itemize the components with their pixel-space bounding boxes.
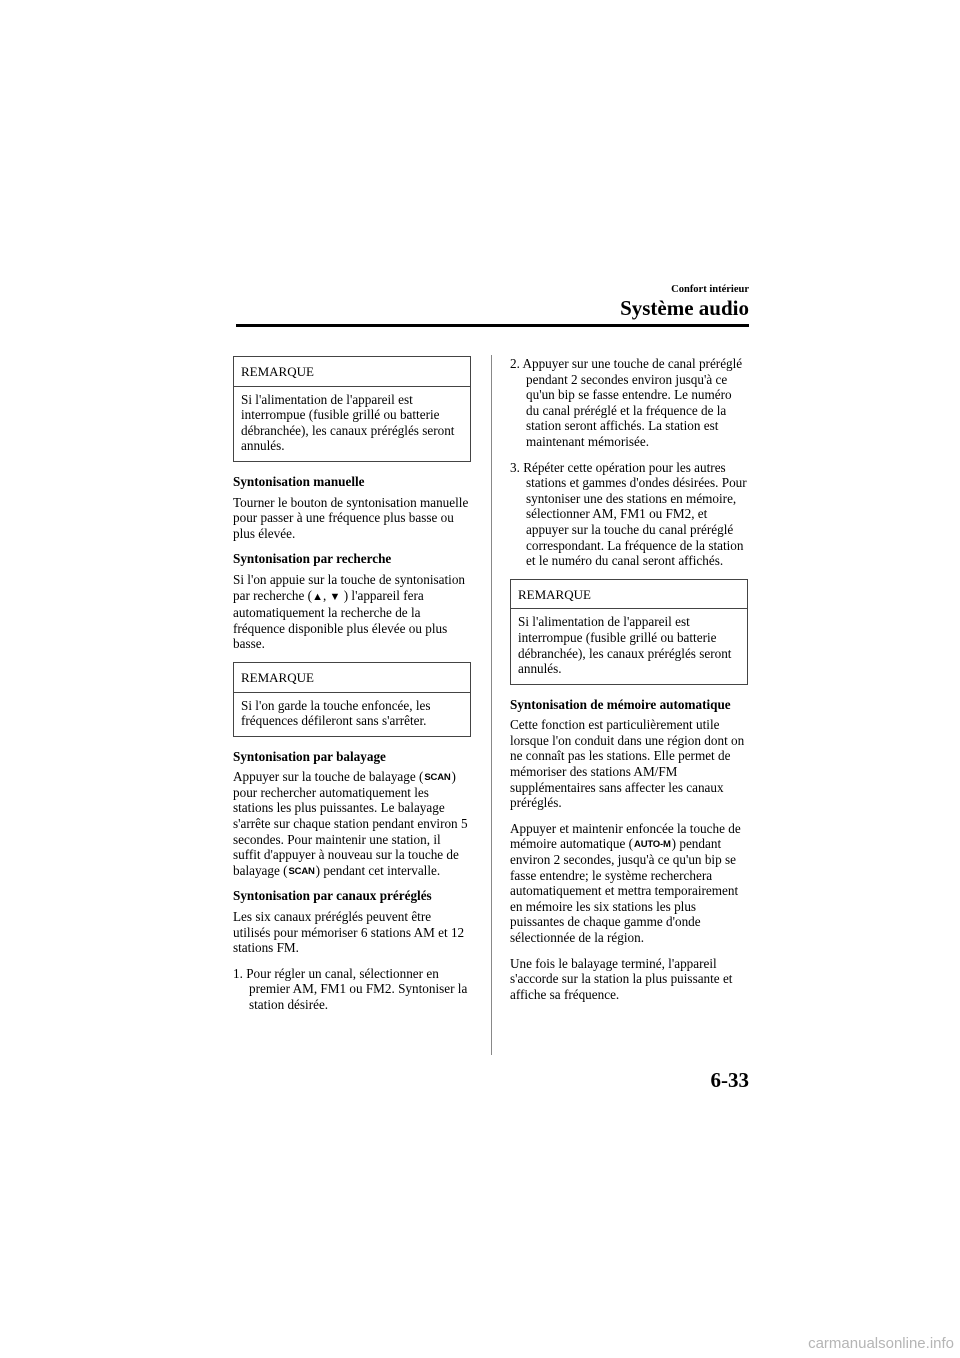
arrow-down-icon: ▼ [329,590,341,603]
paragraph-auto-memory-3: Une fois le balayage terminé, l'appareil s'accorde sur la station la plus puissante et affiche sa fréquence. [510,955,733,1002]
note-box [510,579,748,685]
paragraph-manual-tuning: Tourner le bouton de syntonisation manuelle pour passer à une fréquence plus basse ou plus élevée. [233,494,469,541]
paragraph-auto-memory-1: Cette fonction est particulièrement utile lorsque l'on conduit dans une région dont on ne connaît pas les stations. Elle permet de mémoriser des stations AM/FM supplémentaires sans affecter les canaux préréglés. [510,717,745,811]
paragraph-scan-tuning [233,769,471,878]
seek-text-2: ) l'appareil fera automatiquement la recherche de la fréquence disponible plus élevée ou plus basse. [233,587,448,652]
auto-m-button-icon: AUTO-M [634,839,671,851]
automem-text-a: Appuyer et maintenir enfoncée la touche de mémoire automatique ( [510,820,741,852]
scan-text-1: Appuyer sur la touche de balayage ( [233,769,424,785]
note-body: Si l'alimentation de l'appareil est interrompue (fusible grillé ou batterie débranchée), les canaux préréglés seront annulés. [518,614,732,677]
paragraph-auto-memory-2 [510,821,748,946]
right-column [510,356,748,1012]
column-divider [491,355,492,1055]
note-title: REMARQUE [511,580,747,610]
scan-text-2: ) pour rechercher automatiquement les stations les plus puissantes. Le balayage s'arrête sur chaque station pendant environ 5 secondes. Pour maintenir une station, il suffit d'appuyer à nouveau sur la touche de balayage ( [233,769,468,878]
list-item-step-2: 2. Appuyer sur une touche de canal préréglé pendant 2 secondes environ jusqu'à ce qu'un bip se fasse entendre. Le numéro du canal préréglé et la fréquence de la station seront affichés. La station est maintenant mémorisée. [510,356,743,449]
note-title: REMARQUE [234,663,470,693]
note-body: Si l'alimentation de l'appareil est interrompue (fusible grillé ou batterie débranchée), les canaux préréglés seront annulés. [241,391,455,454]
page-number: 6-33 [710,1068,749,1092]
seek-text-1: Si l'on appuie sur la touche de syntonisation par recherche ( [233,571,466,603]
note-title: REMARQUE [234,357,470,387]
note-box [233,662,471,737]
watermark: carmanualsonline.info [808,1335,954,1352]
seek-separator: , [322,587,330,603]
heading-preset-tuning: Syntonisation par canaux préréglés [233,888,432,904]
list-item-step-1: 1. Pour régler un canal, sélectionner en premier AM, FM1 ou FM2. Syntoniser la station désirée. [233,965,468,1012]
header-rule [236,324,749,327]
section-label: Confort intérieur [671,284,749,295]
page-title: Système audio [620,296,749,320]
scan-text-3: ) pendant cet intervalle. [315,862,441,878]
list-item-step-3: 3. Répéter cette opération pour les autres stations et gammes d'ondes désirées. Pour syntoniser une des stations en mémoire, sélectionner AM, FM1 ou FM2, et appuyer sur la touche du canal préréglé correspondant. La fréquence de la station et le numéro du canal seront affichés. [510,459,747,569]
scan-button-icon: SCAN [288,865,315,877]
automem-text-b: ) pendant environ 2 secondes, jusqu'à ce qu'un bip se fasse entendre; le système recherchera automatiquement et mettra temporairement en mémoire les six stations les plus puissantes de chaque gamme d'onde sélectionnée de la région. [510,836,739,945]
left-column [233,356,471,1023]
note-body: Si l'on garde la touche enfoncée, les fréquences défileront sans s'arrêter. [241,697,431,729]
heading-scan-tuning: Syntonisation par balayage [233,748,386,764]
heading-seek-tuning: Syntonisation par recherche [233,551,392,567]
arrow-up-icon: ▲ [312,590,323,603]
heading-manual-tuning: Syntonisation manuelle [233,473,365,489]
note-box [233,356,471,462]
heading-auto-memory: Syntonisation de mémoire automatique [510,696,731,712]
paragraph-preset-tuning: Les six canaux préréglés peuvent être utilisés pour mémoriser 6 stations AM et 12 stations FM. [233,909,465,956]
scan-button-icon: SCAN [424,772,451,784]
paragraph-seek-tuning [233,572,471,652]
